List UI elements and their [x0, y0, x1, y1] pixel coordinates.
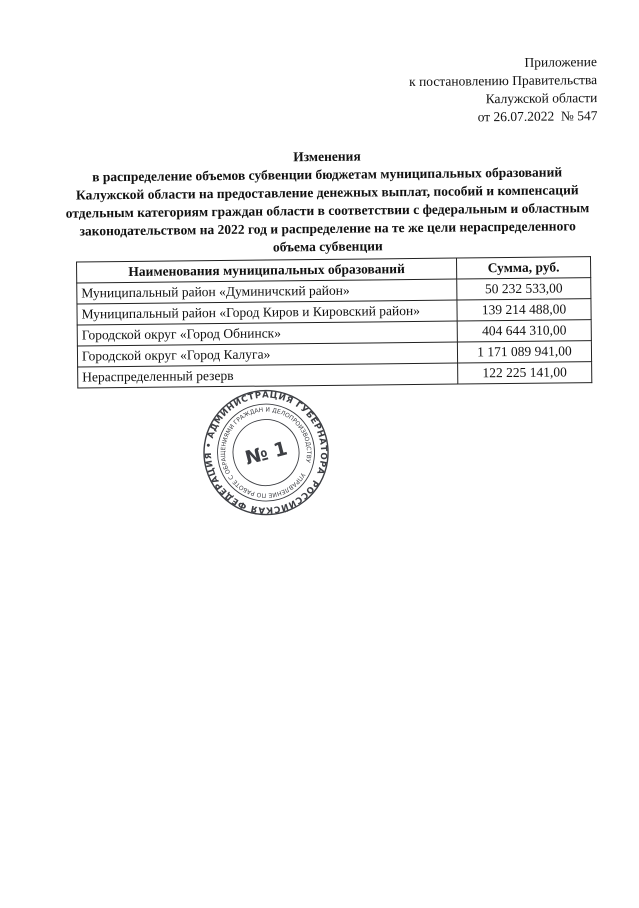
- row-name: Городской округ «Город Обнинск»: [77, 321, 457, 346]
- column-header-sum: Сумма, руб.: [456, 257, 590, 279]
- row-name: Нераспределенный резерв: [78, 363, 458, 388]
- appendix-line-1: Приложение: [524, 54, 598, 70]
- title-line-4: отдельным категориям граждан области в соответствии с федеральным и областным: [65, 200, 590, 221]
- stamp-inner-text: УПРАВЛЕНИЕ ПО РАБОТЕ С ОБРАЩЕНИЯМИ ГРАЖДАН И ДЕЛОПРОИЗВОДСТВУ: [219, 406, 313, 499]
- title-line-6: объема субвенции: [272, 238, 383, 255]
- appendix-header: [409, 53, 598, 127]
- row-sum: 404 644 310,00: [457, 320, 591, 342]
- title-line-3: Калужской области на предоставление денежных выплат, пособий и компенсаций: [75, 182, 579, 203]
- row-name: Муниципальный район «Думиничский район»: [77, 279, 457, 304]
- column-header-name: Наименования муниципальных образований: [77, 258, 457, 283]
- title-line-2: в распределение объемов субвенции бюджетам муниципальных образований: [92, 164, 563, 185]
- appendix-line-4: от 26.07.2022 № 547: [477, 108, 598, 125]
- title-line-5: законодательством на 2022 год и распределение на те же цели нераспределенного: [79, 218, 576, 239]
- stamp-number: № 1: [242, 437, 290, 470]
- row-sum: 50 232 533,00: [457, 278, 591, 300]
- appendix-line-3: Калужской области: [485, 90, 598, 107]
- row-sum: 122 225 141,00: [458, 362, 592, 384]
- document-title: [57, 145, 598, 259]
- row-sum: 1 171 089 941,00: [457, 341, 591, 363]
- official-stamp: [201, 388, 330, 517]
- row-name: Муниципальный район «Город Киров и Кировский район»: [77, 300, 457, 325]
- row-name: Городской округ «Город Калуга»: [77, 342, 457, 367]
- row-sum: 139 214 488,00: [457, 299, 591, 321]
- appendix-line-2: к постановлению Правительства: [409, 72, 598, 90]
- title-line-1: Изменения: [293, 148, 361, 165]
- subsidy-table: [76, 256, 592, 388]
- stamp-outer-text: РОССИЙСКАЯ ФЕДЕРАЦИЯ • АДМИНИСТРАЦИЯ ГУБЕРНАТОРА: [203, 390, 329, 515]
